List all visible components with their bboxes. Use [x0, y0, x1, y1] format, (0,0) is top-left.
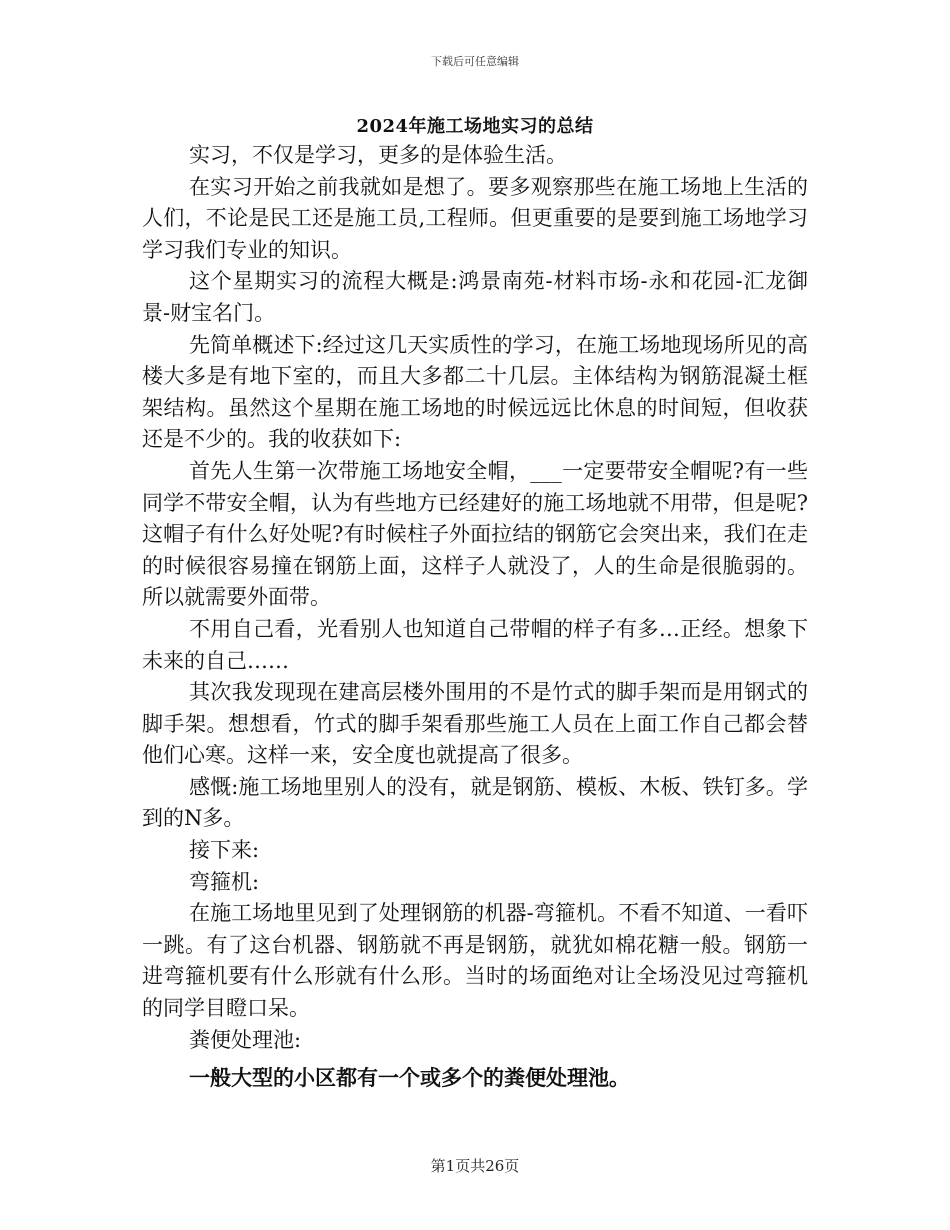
paragraph: 实习，不仅是学习，更多的是体验生活。 — [189, 143, 567, 167]
paragraph: 在实习开始之前我就如是想了。要多观察那些在施工场地上生活的人们，不论是民工还是施工员,工程师。但更重要的是要到施工场地学习学习我们专业的知识。 — [142, 174, 808, 262]
paragraph: 这个星期实习的流程大概是:鸿景南苑-材料市场-永和花园-汇龙御景-财宝名门。 — [142, 269, 808, 325]
page-footer: 第1页共26页 — [430, 1157, 520, 1175]
paragraph: 感慨:施工场地里别人的没有，就是钢筋、模板、木板、铁钉多。学到的N多。 — [142, 774, 808, 831]
paragraph: 首先人生第一次带施工场地安全帽，___一定要带安全帽呢?有一些同学不带安全帽，认为有些地方已经建好的施工场地就不用带，但是呢?这帽子有什么好处呢?有时候柱子外面拉结的钢筋它会突出来，我们在走的时候很容易撞在钢筋上面，这样子人就没了，人的生命是很脆弱的。所以就需要外面带。 — [142, 458, 808, 610]
paragraph: 不用自己看，光看别人也知道自己带帽的样子有多…正经。想象下未来的自己…… — [142, 616, 808, 673]
bold-paragraph: 一般大型的小区都有一个或多个的粪便处理池。 — [189, 1065, 630, 1091]
paragraph: 其次我发现现在建高层楼外围用的不是竹式的脚手架而是用钢式的脚手架。想想看，竹式的脚手架看那些施工人员在上面工作自己都会替他们心寒。这样一来，安全度也就提高了很多。 — [142, 680, 808, 768]
paragraph: 弯箍机: — [189, 869, 260, 894]
header-note: 下载后可任意编辑 — [431, 55, 519, 68]
paragraph: 在施工场地里见到了处理钢筋的机器-弯箍机。不看不知道、一看吓一跳。有了这台机器、钢筋就不再是钢筋，就犹如棉花糖一般。钢筋一进弯箍机要有什么形就有什么形。当时的场面绝对让全场没见过弯箍机的同学目瞪口呆。 — [142, 901, 808, 1021]
paragraph: 接下来: — [189, 838, 260, 863]
paragraph: 先简单概述下:经过这几天实质性的学习，在施工场地现场所见的高楼大多是有地下室的，而且大多都二十几层。主体结构为钢筋混凝土框架结构。虽然这个星期在施工场地的时候远远比休息的时间短，但收获还是不少的。我的收获如下: — [142, 332, 808, 452]
document-title: 2024年施工场地实习的总结 — [356, 116, 594, 137]
paragraph: 粪便处理池: — [189, 1027, 302, 1052]
document-body — [142, 140, 808, 1094]
